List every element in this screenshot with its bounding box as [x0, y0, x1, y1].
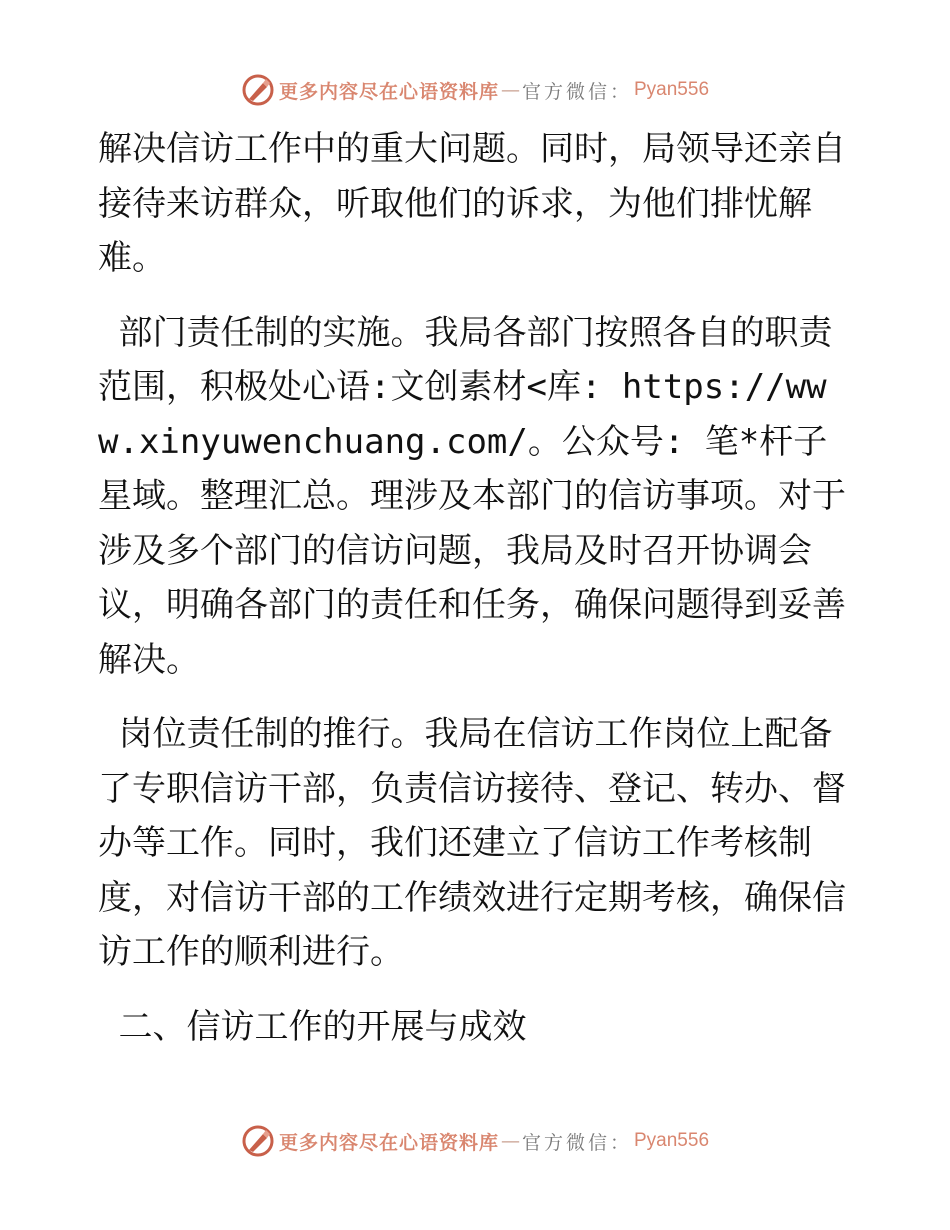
banner-main-text: 更多内容尽在心语资料库 [278, 1131, 499, 1154]
footer-banner [0, 1121, 950, 1161]
header-banner [0, 70, 950, 110]
banner-main-text: 更多内容尽在心语资料库 [278, 80, 499, 103]
paragraph-3: 岗位责任制的推行。我局在信访工作岗位上配备了专职信访干部，负责信访接待、登记、转办、督办等工作。同时，我们还建立了信访工作考核制度，对信访干部的工作绩效进行定期考核，确保信访工作的顺利进行。 [98, 714, 846, 972]
banner-wechat-label: 官方微信： [521, 1131, 632, 1154]
document-body [98, 122, 858, 1054]
pen-logo-icon [241, 1124, 275, 1158]
banner-wechat-label: 官方微信： [521, 80, 632, 103]
banner-separator: — [500, 79, 520, 101]
pen-logo-icon [241, 73, 275, 107]
paragraph-2: 部门责任制的实施。我局各部门按照各自的职责范围，积极处心语:文创素材<库: https://www.xinyuwenchuang.com/。公众号: 笔*杆子星域。整理汇总。理涉及本部门的信访事项。对于涉及多个部门的信访问题，我局及时召开协调会议，明确各部门的责任和任务，确保问题得到妥善解决。 [98, 312, 846, 680]
paragraph-1: 解决信访工作中的重大问题。同时，局领导还亲自接待来访群众，听取他们的诉求，为他们排忧解难。 [98, 129, 846, 278]
banner-separator: — [500, 1130, 520, 1152]
banner-wechat-id: Pyan556 [634, 1130, 710, 1151]
banner-wechat-id: Pyan556 [634, 79, 710, 100]
section-heading: 二、信访工作的开展与成效 [98, 1006, 527, 1047]
